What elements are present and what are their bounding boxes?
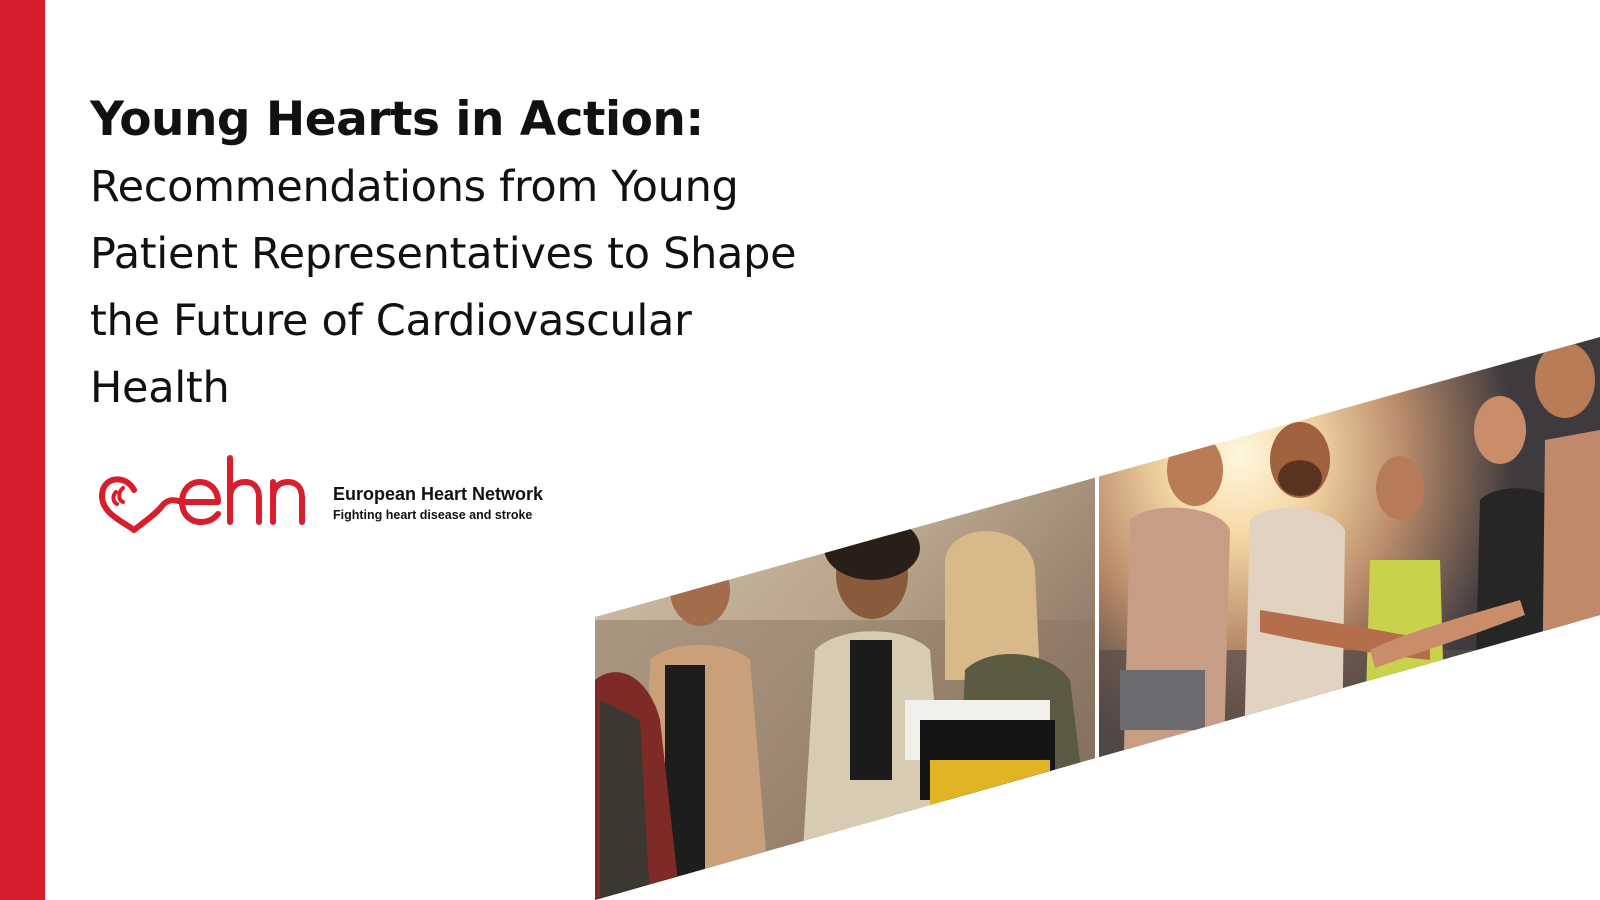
org-name: European Heart Network — [333, 484, 544, 504]
subtitle-line-2: Patient Representatives to Shape — [90, 229, 797, 279]
page-title: Young Hearts in Action: — [90, 92, 704, 147]
org-tagline: Fighting heart disease and stroke — [333, 508, 533, 522]
group-of-young-friends-laughing-photo — [595, 330, 1097, 900]
subtitle-line-3: the Future of Cardiovascular — [90, 296, 692, 346]
friends-stacking-hands-at-sunset-photo — [1099, 330, 1600, 900]
subtitle-line-1: Recommendations from Young — [90, 162, 739, 212]
subtitle-line-4: Health — [90, 363, 230, 413]
